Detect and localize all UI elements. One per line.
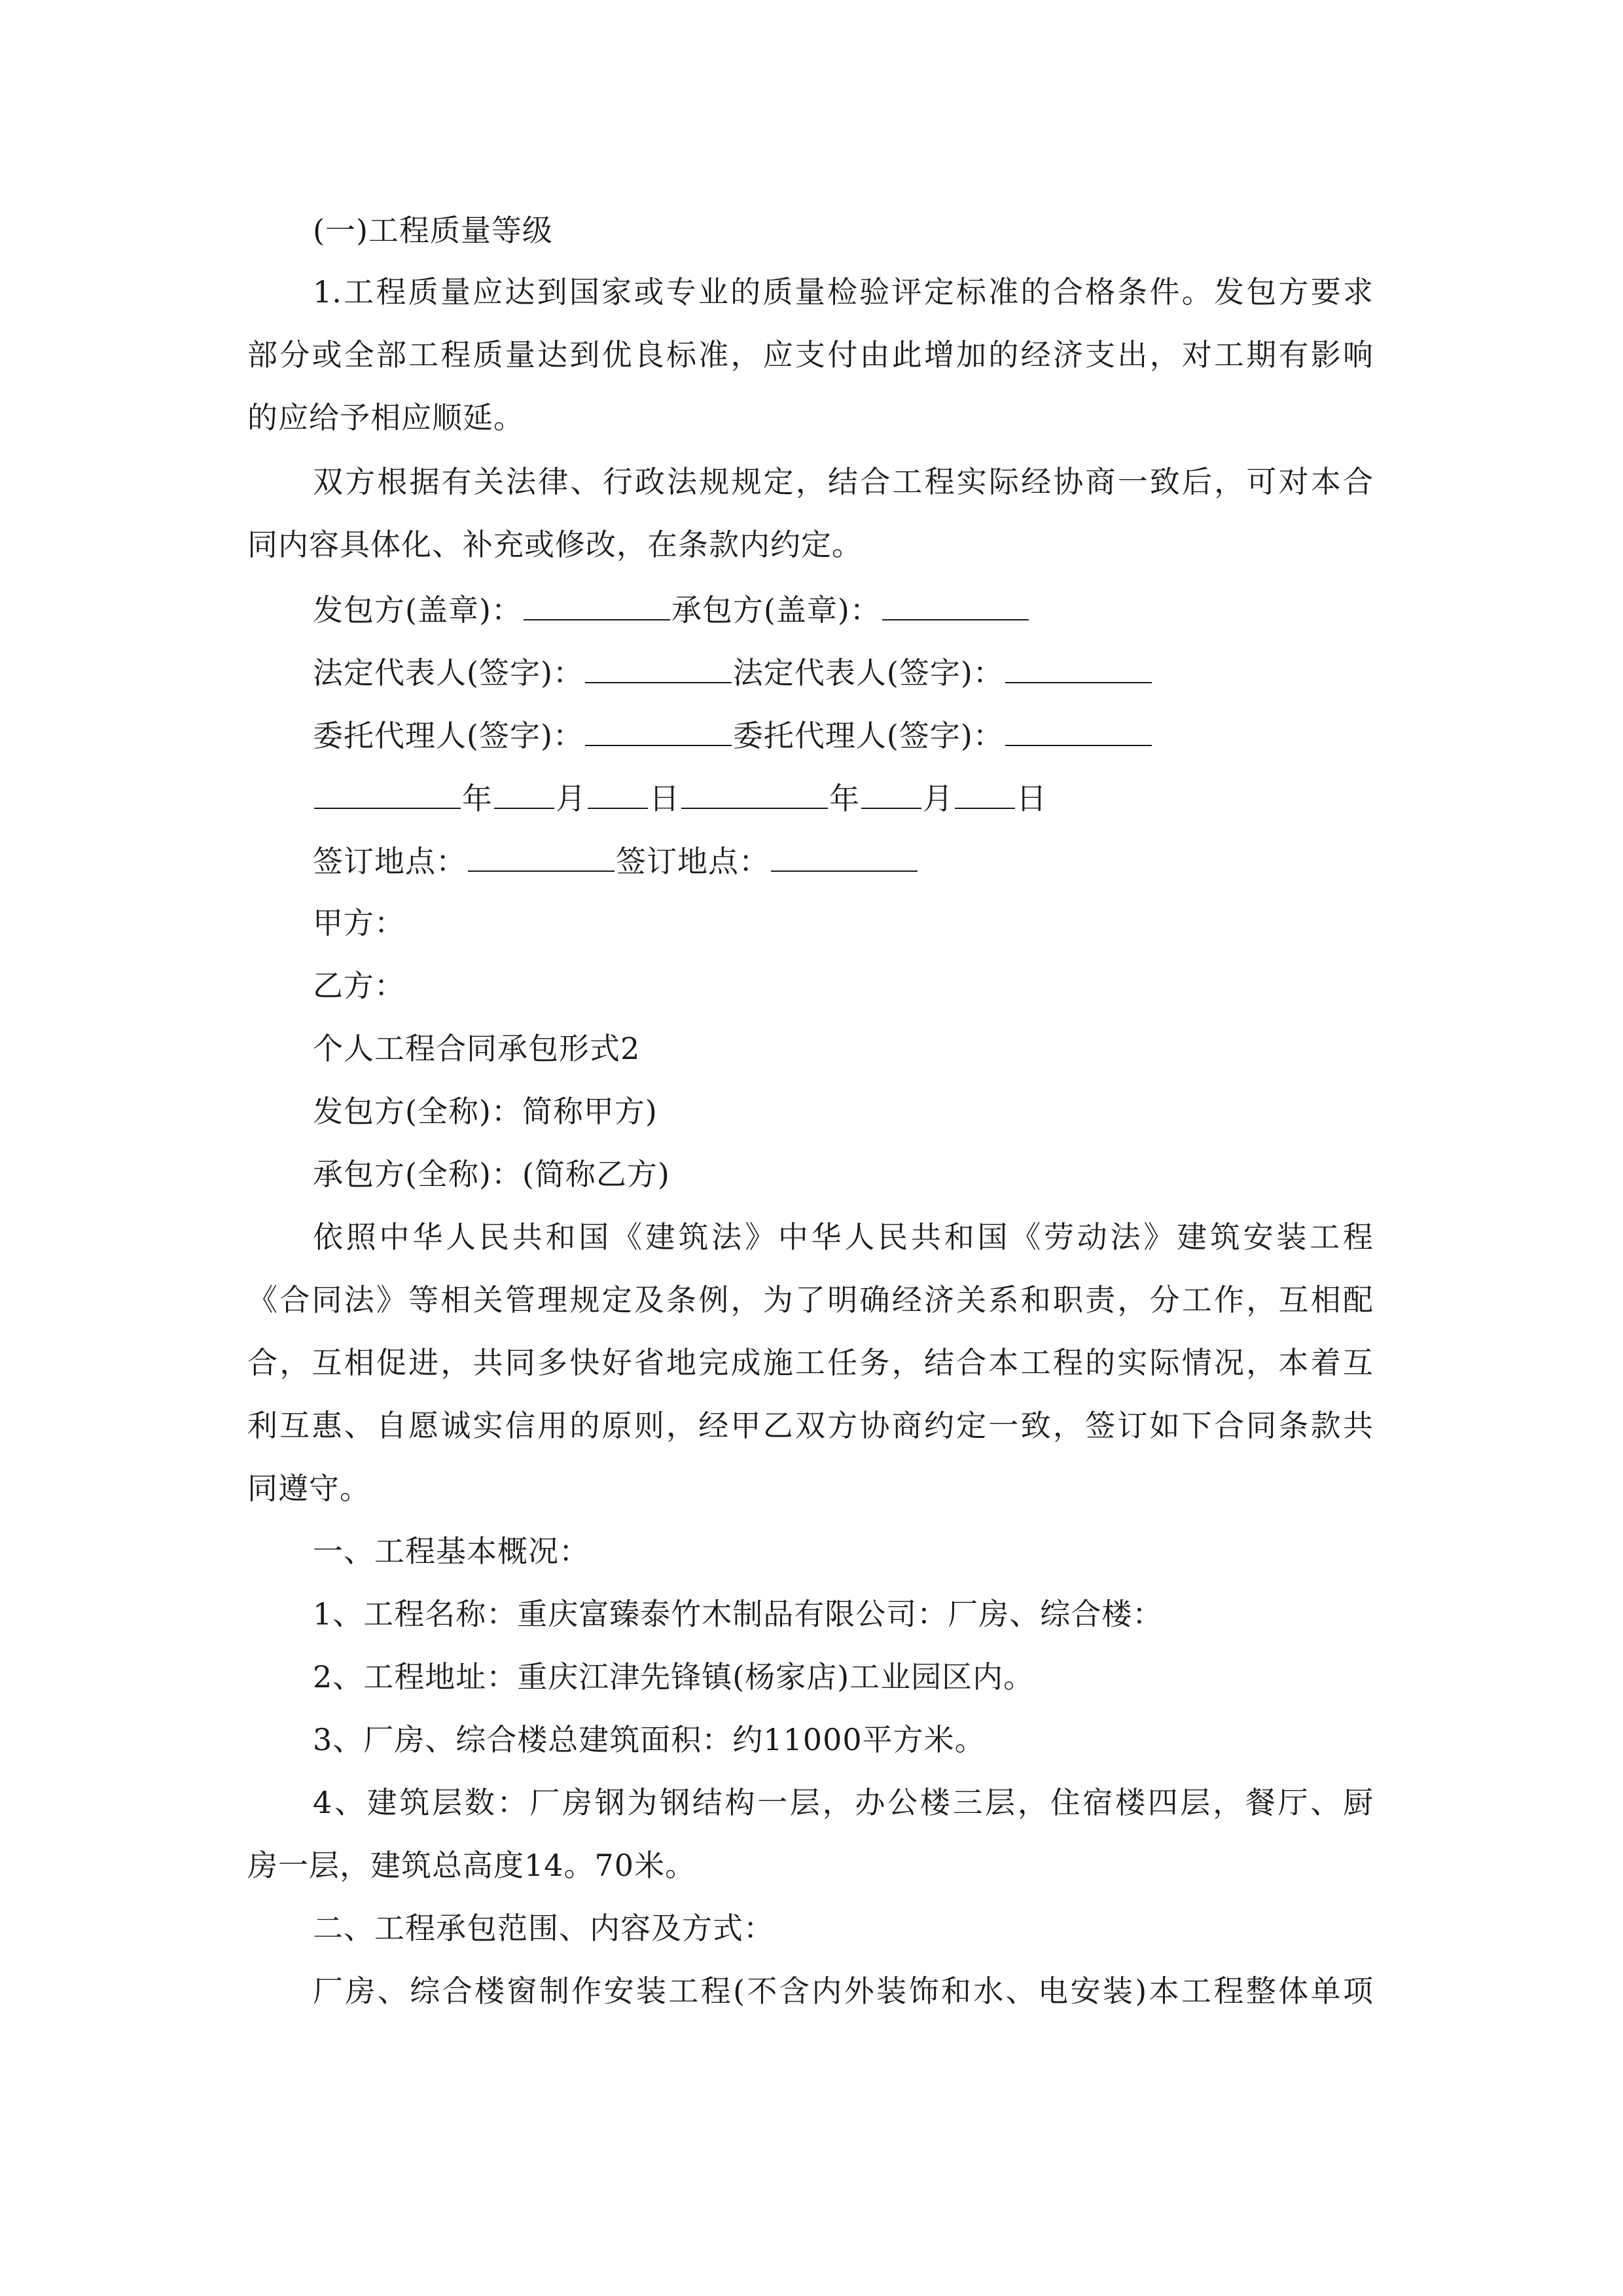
paragraph-line: 厂房、综合楼窗制作安装工程(不含内外装饰和水、电安装)本工程整体单项	[313, 1973, 1373, 2009]
contractor-seal-label: 承包方(盖章)：	[671, 592, 881, 628]
sign-place-label: 签订地点：	[616, 844, 770, 879]
blank-field	[861, 778, 921, 809]
list-item: 2、工程地址：重庆江津先锋镇(杨家店)工业园区内。	[313, 1659, 1035, 1695]
section-heading-quality: (一)工程质量等级	[313, 213, 553, 248]
legal-rep-label: 法定代表人(签字)：	[732, 655, 1004, 691]
section-heading-overview: 一、工程基本概况：	[313, 1534, 590, 1569]
contract-title: 个人工程合同承包形式2	[313, 1031, 641, 1066]
party-b-label: 乙方：	[313, 968, 405, 1003]
blank-field	[524, 589, 670, 620]
year-label: 年	[462, 781, 493, 816]
blank-field	[314, 778, 461, 809]
signature-agent-row	[313, 715, 1153, 755]
blank-field	[585, 715, 732, 746]
blank-field	[1005, 652, 1152, 683]
signature-place-row	[313, 840, 919, 881]
list-item: 1、工程名称：重庆富臻泰竹木制品有限公司：厂房、综合楼：	[313, 1596, 1164, 1632]
blank-field	[468, 840, 615, 872]
day-label: 日	[649, 781, 680, 816]
blank-field	[1005, 715, 1152, 746]
paragraph-line: 部分或全部工程质量达到优良标准，应支付由此增加的经济支出，对工期有影响	[247, 337, 1373, 372]
list-item: 3、厂房、综合楼总建筑面积：约11000平方米。	[313, 1722, 986, 1757]
blank-field	[955, 778, 1015, 809]
agent-label: 委托代理人(签字)：	[732, 718, 1004, 753]
legal-rep-label: 法定代表人(签字)：	[313, 655, 584, 691]
section-heading-scope: 二、工程承包范围、内容及方式：	[313, 1910, 774, 1946]
signature-legal-rep-row	[313, 652, 1153, 692]
paragraph-line: 房一层，建筑总高度14。70米。	[247, 1848, 696, 1883]
month-label: 月	[923, 781, 954, 816]
paragraph-line: 双方根据有关法律、行政法规规定，结合工程实际经协商一致后，可对本合	[313, 464, 1373, 499]
signature-date-row	[313, 778, 1047, 818]
party-a-label: 甲方：	[313, 905, 405, 941]
paragraph-line: 同遵守。	[247, 1471, 370, 1506]
contractor-fullname-line: 承包方(全称)：(简称乙方)	[313, 1157, 670, 1192]
paragraph-line: 的应给予相应顺延。	[247, 400, 524, 435]
signature-seal-row	[313, 589, 1030, 630]
paragraph-line: 同内容具体化、补充或修改，在条款内约定。	[247, 527, 863, 562]
blank-field	[588, 778, 648, 809]
blank-field	[585, 652, 732, 683]
blank-field	[494, 778, 554, 809]
blank-field	[681, 778, 828, 809]
paragraph-line: 4、建筑层数：厂房钢为钢结构一层，办公楼三层，住宿楼四层，餐厅、厨	[313, 1785, 1373, 1820]
blank-field	[771, 840, 918, 872]
paragraph-line: 合，互相促进，共同多快好省地完成施工任务，结合本工程的实际情况，本着互	[247, 1345, 1373, 1380]
paragraph-line: 利互惠、自愿诚实信用的原则，经甲乙双方协商约定一致，签订如下合同条款共	[247, 1408, 1373, 1443]
paragraph-line: 《合同法》等相关管理规定及条例，为了明确经济关系和职责，分工作，互相配	[247, 1282, 1373, 1318]
sign-place-label: 签订地点：	[313, 844, 467, 879]
year-label: 年	[829, 781, 860, 816]
blank-field	[882, 589, 1029, 620]
agent-label: 委托代理人(签字)：	[313, 718, 584, 753]
employer-seal-label: 发包方(盖章)：	[313, 592, 522, 628]
paragraph-line: 1.工程质量应达到国家或专业的质量检验评定标准的合格条件。发包方要求	[313, 274, 1373, 310]
paragraph-line: 依照中华人民共和国《建筑法》中华人民共和国《劳动法》建筑安装工程	[313, 1219, 1373, 1255]
month-label: 月	[556, 781, 586, 816]
employer-fullname-line: 发包方(全称)：简称甲方)	[313, 1094, 658, 1129]
day-label: 日	[1016, 781, 1047, 816]
